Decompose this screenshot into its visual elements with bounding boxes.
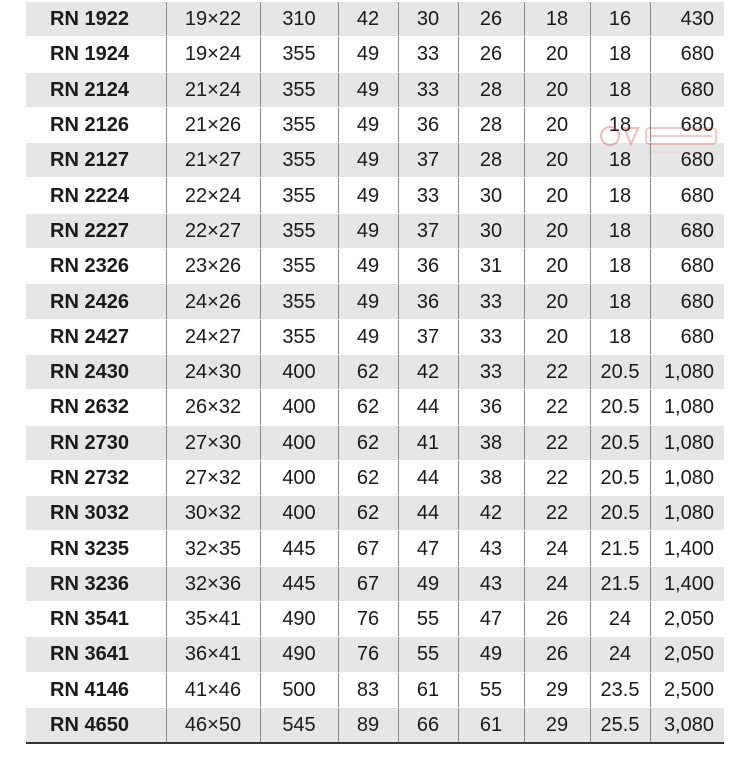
value-cell: 22 <box>524 390 590 425</box>
value-cell: 16 <box>590 2 650 37</box>
price-cell: 2,050 <box>650 637 724 672</box>
value-cell: 490 <box>260 637 338 672</box>
size-cell: 24×26 <box>166 284 260 319</box>
size-cell: 46×50 <box>166 707 260 743</box>
size-cell: 32×36 <box>166 566 260 601</box>
value-cell: 44 <box>398 460 458 495</box>
value-cell: 20 <box>524 213 590 248</box>
table-row <box>26 354 724 389</box>
table-row <box>26 672 724 707</box>
price-cell: 680 <box>650 107 724 142</box>
value-cell: 20.5 <box>590 354 650 389</box>
model-cell: RN 1924 <box>26 37 166 72</box>
value-cell: 28 <box>458 72 524 107</box>
size-cell: 36×41 <box>166 637 260 672</box>
table-row <box>26 496 724 531</box>
value-cell: 62 <box>338 390 398 425</box>
price-cell: 2,050 <box>650 602 724 637</box>
price-cell: 680 <box>650 178 724 213</box>
value-cell: 18 <box>590 107 650 142</box>
value-cell: 33 <box>458 319 524 354</box>
value-cell: 61 <box>398 672 458 707</box>
value-cell: 49 <box>338 72 398 107</box>
model-cell: RN 3032 <box>26 496 166 531</box>
value-cell: 30 <box>398 2 458 37</box>
value-cell: 18 <box>590 143 650 178</box>
model-cell: RN 2426 <box>26 284 166 319</box>
value-cell: 49 <box>338 319 398 354</box>
model-cell: RN 4146 <box>26 672 166 707</box>
table-row <box>26 319 724 354</box>
size-cell: 19×22 <box>166 2 260 37</box>
model-cell: RN 2632 <box>26 390 166 425</box>
value-cell: 20 <box>524 143 590 178</box>
model-cell: RN 3236 <box>26 566 166 601</box>
value-cell: 49 <box>398 566 458 601</box>
price-cell: 680 <box>650 72 724 107</box>
table-row <box>26 2 724 37</box>
price-cell: 680 <box>650 284 724 319</box>
value-cell: 36 <box>398 284 458 319</box>
table-row <box>26 178 724 213</box>
size-cell: 19×24 <box>166 37 260 72</box>
model-cell: RN 2326 <box>26 249 166 284</box>
value-cell: 22 <box>524 496 590 531</box>
price-cell: 680 <box>650 37 724 72</box>
value-cell: 545 <box>260 707 338 743</box>
price-cell: 1,080 <box>650 390 724 425</box>
value-cell: 62 <box>338 354 398 389</box>
value-cell: 49 <box>338 213 398 248</box>
value-cell: 490 <box>260 602 338 637</box>
value-cell: 28 <box>458 107 524 142</box>
value-cell: 355 <box>260 284 338 319</box>
value-cell: 26 <box>524 637 590 672</box>
value-cell: 20.5 <box>590 460 650 495</box>
value-cell: 29 <box>524 672 590 707</box>
price-cell: 1,080 <box>650 354 724 389</box>
table-row <box>26 602 724 637</box>
value-cell: 36 <box>458 390 524 425</box>
value-cell: 33 <box>398 72 458 107</box>
table-row <box>26 637 724 672</box>
value-cell: 24 <box>524 531 590 566</box>
value-cell: 67 <box>338 566 398 601</box>
value-cell: 76 <box>338 602 398 637</box>
value-cell: 22 <box>524 354 590 389</box>
value-cell: 22 <box>524 460 590 495</box>
value-cell: 400 <box>260 460 338 495</box>
table-row <box>26 425 724 460</box>
table-body <box>26 2 724 743</box>
price-cell: 430 <box>650 2 724 37</box>
value-cell: 33 <box>398 37 458 72</box>
size-cell: 24×30 <box>166 354 260 389</box>
value-cell: 42 <box>458 496 524 531</box>
value-cell: 43 <box>458 531 524 566</box>
price-cell: 3,080 <box>650 707 724 743</box>
value-cell: 400 <box>260 425 338 460</box>
table-row <box>26 37 724 72</box>
value-cell: 24 <box>524 566 590 601</box>
value-cell: 44 <box>398 496 458 531</box>
value-cell: 26 <box>458 37 524 72</box>
model-cell: RN 2430 <box>26 354 166 389</box>
size-cell: 21×24 <box>166 72 260 107</box>
value-cell: 49 <box>338 143 398 178</box>
value-cell: 355 <box>260 107 338 142</box>
value-cell: 55 <box>458 672 524 707</box>
value-cell: 18 <box>524 2 590 37</box>
model-cell: RN 3641 <box>26 637 166 672</box>
value-cell: 49 <box>338 178 398 213</box>
size-cell: 27×30 <box>166 425 260 460</box>
value-cell: 29 <box>524 707 590 743</box>
value-cell: 20.5 <box>590 425 650 460</box>
value-cell: 18 <box>590 72 650 107</box>
value-cell: 62 <box>338 496 398 531</box>
size-cell: 21×26 <box>166 107 260 142</box>
value-cell: 310 <box>260 2 338 37</box>
value-cell: 38 <box>458 425 524 460</box>
table-row <box>26 249 724 284</box>
size-cell: 41×46 <box>166 672 260 707</box>
value-cell: 21.5 <box>590 531 650 566</box>
value-cell: 30 <box>458 213 524 248</box>
value-cell: 355 <box>260 249 338 284</box>
value-cell: 49 <box>458 637 524 672</box>
value-cell: 55 <box>398 602 458 637</box>
value-cell: 20.5 <box>590 496 650 531</box>
model-cell: RN 2124 <box>26 72 166 107</box>
size-cell: 35×41 <box>166 602 260 637</box>
value-cell: 49 <box>338 37 398 72</box>
price-cell: 680 <box>650 213 724 248</box>
price-cell: 1,080 <box>650 496 724 531</box>
value-cell: 355 <box>260 319 338 354</box>
value-cell: 22 <box>524 425 590 460</box>
value-cell: 49 <box>338 249 398 284</box>
value-cell: 21.5 <box>590 566 650 601</box>
price-cell: 1,080 <box>650 425 724 460</box>
value-cell: 20 <box>524 37 590 72</box>
value-cell: 400 <box>260 390 338 425</box>
value-cell: 67 <box>338 531 398 566</box>
value-cell: 37 <box>398 319 458 354</box>
value-cell: 26 <box>458 2 524 37</box>
model-cell: RN 2224 <box>26 178 166 213</box>
table-row <box>26 707 724 743</box>
size-cell: 22×27 <box>166 213 260 248</box>
value-cell: 36 <box>398 107 458 142</box>
model-cell: RN 3235 <box>26 531 166 566</box>
value-cell: 23.5 <box>590 672 650 707</box>
value-cell: 61 <box>458 707 524 743</box>
value-cell: 42 <box>338 2 398 37</box>
value-cell: 33 <box>398 178 458 213</box>
value-cell: 37 <box>398 143 458 178</box>
model-cell: RN 1922 <box>26 2 166 37</box>
size-cell: 26×32 <box>166 390 260 425</box>
model-cell: RN 2227 <box>26 213 166 248</box>
model-cell: RN 2730 <box>26 425 166 460</box>
value-cell: 18 <box>590 37 650 72</box>
value-cell: 89 <box>338 707 398 743</box>
price-cell: 680 <box>650 319 724 354</box>
model-cell: RN 3541 <box>26 602 166 637</box>
table-row <box>26 390 724 425</box>
value-cell: 76 <box>338 637 398 672</box>
value-cell: 18 <box>590 284 650 319</box>
value-cell: 20 <box>524 72 590 107</box>
value-cell: 25.5 <box>590 707 650 743</box>
value-cell: 24 <box>590 637 650 672</box>
size-cell: 21×27 <box>166 143 260 178</box>
price-cell: 1,400 <box>650 531 724 566</box>
value-cell: 18 <box>590 319 650 354</box>
size-cell: 23×26 <box>166 249 260 284</box>
model-cell: RN 4650 <box>26 707 166 743</box>
table-row <box>26 284 724 319</box>
value-cell: 20 <box>524 284 590 319</box>
table-row <box>26 531 724 566</box>
value-cell: 355 <box>260 37 338 72</box>
value-cell: 355 <box>260 213 338 248</box>
value-cell: 24 <box>590 602 650 637</box>
value-cell: 43 <box>458 566 524 601</box>
value-cell: 20 <box>524 249 590 284</box>
price-cell: 680 <box>650 249 724 284</box>
size-cell: 30×32 <box>166 496 260 531</box>
value-cell: 18 <box>590 249 650 284</box>
value-cell: 47 <box>458 602 524 637</box>
value-cell: 47 <box>398 531 458 566</box>
value-cell: 36 <box>398 249 458 284</box>
value-cell: 33 <box>458 284 524 319</box>
value-cell: 20 <box>524 319 590 354</box>
value-cell: 18 <box>590 178 650 213</box>
value-cell: 66 <box>398 707 458 743</box>
value-cell: 42 <box>398 354 458 389</box>
value-cell: 20 <box>524 107 590 142</box>
price-cell: 1,400 <box>650 566 724 601</box>
value-cell: 62 <box>338 425 398 460</box>
value-cell: 44 <box>398 390 458 425</box>
table-row <box>26 143 724 178</box>
value-cell: 62 <box>338 460 398 495</box>
price-cell: 680 <box>650 143 724 178</box>
value-cell: 37 <box>398 213 458 248</box>
spec-table <box>26 2 724 744</box>
value-cell: 445 <box>260 531 338 566</box>
value-cell: 500 <box>260 672 338 707</box>
value-cell: 26 <box>524 602 590 637</box>
size-cell: 27×32 <box>166 460 260 495</box>
value-cell: 445 <box>260 566 338 601</box>
value-cell: 20.5 <box>590 390 650 425</box>
price-cell: 2,500 <box>650 672 724 707</box>
table-row <box>26 72 724 107</box>
table-row <box>26 566 724 601</box>
value-cell: 355 <box>260 72 338 107</box>
model-cell: RN 2127 <box>26 143 166 178</box>
value-cell: 355 <box>260 178 338 213</box>
value-cell: 55 <box>398 637 458 672</box>
value-cell: 400 <box>260 354 338 389</box>
value-cell: 18 <box>590 213 650 248</box>
price-cell: 1,080 <box>650 460 724 495</box>
value-cell: 33 <box>458 354 524 389</box>
model-cell: RN 2732 <box>26 460 166 495</box>
value-cell: 49 <box>338 107 398 142</box>
table-row <box>26 213 724 248</box>
size-cell: 24×27 <box>166 319 260 354</box>
value-cell: 31 <box>458 249 524 284</box>
value-cell: 355 <box>260 143 338 178</box>
value-cell: 49 <box>338 284 398 319</box>
model-cell: RN 2126 <box>26 107 166 142</box>
size-cell: 22×24 <box>166 178 260 213</box>
table-row <box>26 107 724 142</box>
value-cell: 38 <box>458 460 524 495</box>
value-cell: 30 <box>458 178 524 213</box>
model-cell: RN 2427 <box>26 319 166 354</box>
value-cell: 83 <box>338 672 398 707</box>
value-cell: 20 <box>524 178 590 213</box>
value-cell: 41 <box>398 425 458 460</box>
value-cell: 400 <box>260 496 338 531</box>
table-row <box>26 460 724 495</box>
size-cell: 32×35 <box>166 531 260 566</box>
value-cell: 28 <box>458 143 524 178</box>
